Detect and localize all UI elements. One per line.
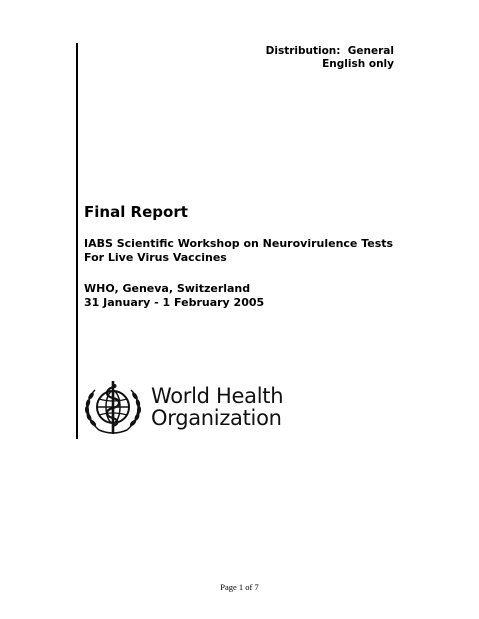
venue-block (84, 282, 264, 310)
distribution-line: Distribution: General (265, 45, 394, 57)
report-title: Final Report (84, 203, 188, 221)
who-logo (81, 378, 284, 438)
language-line: English only (322, 58, 394, 70)
page-number: Page 1 of 7 (220, 582, 259, 592)
who-logo-line-2: Organization (151, 406, 282, 430)
distribution-header (266, 45, 394, 71)
workshop-title (84, 237, 393, 265)
venue-location: WHO, Geneva, Switzerland (84, 282, 251, 295)
who-logo-line-1: World Health (151, 384, 284, 408)
venue-dates: 31 January - 1 February 2005 (84, 296, 265, 309)
who-emblem-icon (81, 378, 145, 438)
workshop-title-line-1: IABS Scientific Workshop on Neurovirulence Tests (84, 237, 394, 250)
who-logo-wordmark (151, 385, 283, 429)
workshop-title-line-2: For Live Virus Vaccines (84, 251, 227, 264)
left-margin-rule (76, 43, 78, 439)
